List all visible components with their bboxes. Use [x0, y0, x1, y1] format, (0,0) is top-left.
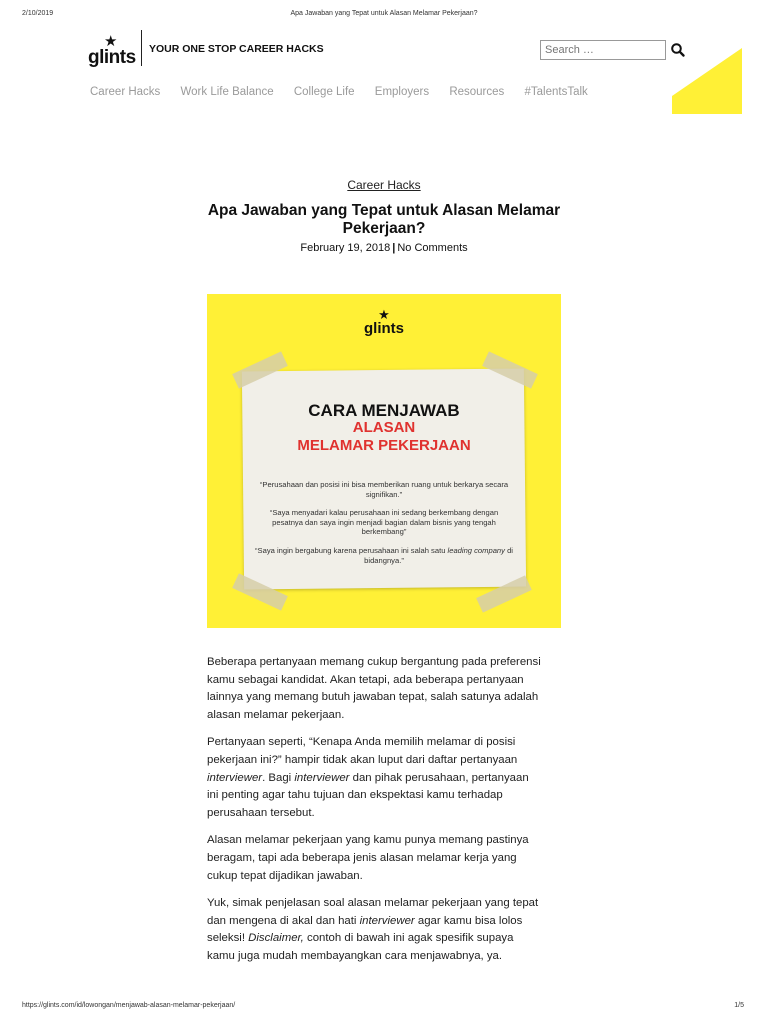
comments-link[interactable]: No Comments: [397, 242, 468, 254]
site-header: [80, 30, 742, 70]
print-footer: [0, 1002, 768, 1014]
p2-part-b: . Bagi: [262, 771, 295, 784]
hero-logo-text: glints: [364, 320, 404, 337]
decorative-yellow-shape: [672, 48, 742, 114]
site-tagline: YOUR ONE STOP CAREER HACKS: [149, 43, 324, 55]
p4-em-interviewer: interviewer: [359, 914, 415, 927]
article-body: [207, 654, 541, 976]
quote3-part-b: di bidangnya.”: [364, 546, 513, 565]
article-meta: [0, 242, 768, 254]
p4-part-c: contoh di bawah ini agak spesifik supaya kamu juga mudah membayangkan cara menjawabnya, ya.: [207, 932, 514, 962]
article-date: February 19, 2018: [300, 242, 391, 254]
nav-resources[interactable]: Resources: [449, 86, 505, 98]
hero-heading-line3: MELAMAR PEKERJAAN: [297, 437, 471, 454]
p2-em-interviewer-2: interviewer: [294, 771, 350, 784]
site-logo[interactable]: [88, 34, 138, 68]
hero-logo: [207, 308, 561, 337]
hero-quote-3: [255, 546, 513, 565]
hero-quote-1: “Perusahaan dan posisi ini bisa memberikan ruang untuk berkarya secara signifikan.”: [259, 480, 509, 499]
paragraph-3: Alasan melamar pekerjaan yang kamu punya memang pastinya beragam, tapi ada beberapa jenis alasan melamar kerja yang cukup tepat dijadikan jawaban.: [207, 834, 529, 882]
quote3-part-a: “Saya ingin bergabung karena perusahaan ini salah satu: [255, 546, 448, 555]
p2-part-c: dan pihak perusahaan, pertanyaan ini penting agar tahu tujuan dan ekspektasi kamu terhadap perusahaan tersebut.: [207, 771, 529, 819]
nav-employers[interactable]: Employers: [374, 86, 430, 98]
print-title: Apa Jawaban yang Tepat untuk Alasan Melamar Pekerjaan?: [290, 10, 478, 17]
p2-em-interviewer: interviewer: [207, 771, 263, 784]
meta-separator: |: [392, 242, 396, 254]
print-date: 2/10/2019: [22, 10, 54, 17]
header-divider: [141, 30, 142, 66]
hero-heading-line2: ALASAN: [352, 419, 416, 436]
paragraph-1: Beberapa pertanyaan memang cukup bergantung pada preferensi kamu sebagai kandidat. Akan tetapi, ada beberapa pertanyaan lainnya yang memang butuh jawaban tepat, salah satunya adalah alasan melamar pekerjaan.: [207, 656, 541, 721]
p4-part-a: Yuk, simak penjelasan soal alasan melamar pekerjaan yang tepat dan mengena di akal dan hati: [207, 897, 539, 927]
paragraph-2: [207, 734, 541, 822]
hero-quote-2: “Saya menyadari kalau perusahaan ini sedang berkembang dengan pesatnya dan saya ingin menjadi bagian dalam bisnis yang tengah berkembang”: [269, 508, 499, 536]
print-page-number: 1/5: [734, 1002, 744, 1009]
category-link[interactable]: Career Hacks: [347, 178, 421, 192]
nav-talentstalk[interactable]: #TalentsTalk: [524, 86, 588, 98]
paragraph-4: [207, 895, 541, 965]
quote3-emphasis: leading company: [447, 546, 505, 555]
hero-heading-line1: CARA MENJAWAB: [308, 401, 460, 420]
article-title: Apa Jawaban yang Tepat untuk Alasan Melamar Pekerjaan?: [207, 202, 561, 237]
star-icon: ★: [104, 33, 118, 50]
p2-part-a: Pertanyaan seperti, “Kenapa Anda memilih melamar di posisi pekerjaan ini?” hampir tidak akan luput dari daftar pertanyaan: [207, 736, 518, 766]
search-input[interactable]: [540, 40, 666, 60]
print-header: [0, 10, 768, 22]
article-category: [0, 178, 768, 192]
main-nav: [90, 86, 605, 102]
hero-image: [207, 294, 561, 628]
hero-star-icon: ★: [378, 307, 390, 322]
nav-work-life-balance[interactable]: Work Life Balance: [180, 86, 274, 98]
nav-career-hacks[interactable]: Career Hacks: [90, 86, 161, 98]
p4-em-disclaimer: Disclaimer,: [248, 932, 304, 945]
p4-part-b: agar kamu bisa lolos seleksi!: [207, 914, 523, 945]
nav-college-life[interactable]: College Life: [293, 86, 355, 98]
logo-text: glints: [88, 47, 136, 68]
print-url: https://glints.com/id/lowongan/menjawab-alasan-melamar-pekerjaan/: [22, 1002, 236, 1009]
